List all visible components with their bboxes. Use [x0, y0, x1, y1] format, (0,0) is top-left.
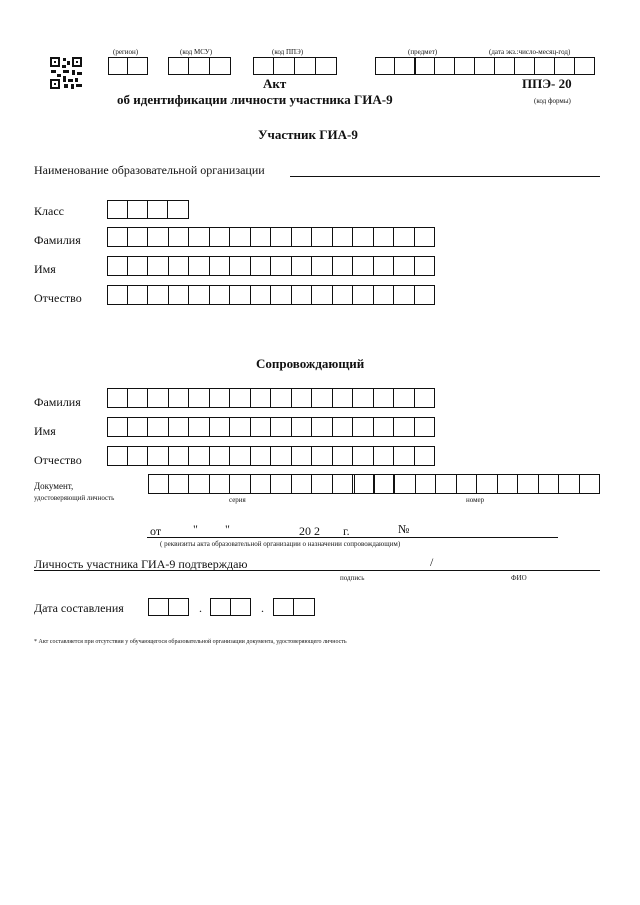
act-title: Акт: [263, 76, 287, 91]
date-label: Дата составления: [34, 601, 124, 615]
region-caption: (регион): [113, 48, 139, 56]
companion-name-label: Имя: [34, 424, 56, 438]
subject-boxes[interactable]: [375, 57, 415, 75]
form-code: ППЭ- 20: [522, 76, 572, 91]
participant-name-boxes[interactable]: [107, 256, 435, 276]
footnote: * Акт составляется при отсутствии у обучающегося образовательной организации документа, удостоверяющего личность: [34, 639, 347, 645]
form-code-caption: (код формы): [534, 97, 571, 105]
date-year-boxes[interactable]: [273, 598, 315, 616]
exam-date-boxes[interactable]: [415, 57, 595, 75]
participant-surname-boxes[interactable]: [107, 227, 435, 247]
date-separator-1: .: [199, 601, 202, 615]
decree-from: от: [150, 524, 162, 538]
date-day-boxes[interactable]: [148, 598, 189, 616]
companion-surname-label: Фамилия: [34, 395, 81, 409]
document-label-line1: Документ,: [34, 481, 74, 491]
ppe-boxes[interactable]: [253, 57, 337, 75]
participant-section-title: Участник ГИА-9: [258, 127, 358, 142]
signature-caption: подпись: [340, 574, 365, 582]
participant-surname-label: Фамилия: [34, 233, 81, 247]
document-number-boxes[interactable]: [354, 474, 600, 494]
companion-name-boxes[interactable]: [107, 417, 435, 437]
exam-date-caption: (дата экз.:число-месяц-год): [489, 48, 571, 56]
region-boxes[interactable]: [108, 57, 148, 75]
companion-surname-boxes[interactable]: [107, 388, 435, 408]
companion-section-title: Сопровождающий: [256, 356, 365, 371]
class-label: Класс: [34, 204, 64, 218]
msu-caption: (код МСУ): [180, 48, 213, 56]
class-boxes[interactable]: [107, 200, 189, 219]
participant-patronymic-boxes[interactable]: [107, 285, 435, 305]
companion-patronymic-label: Отчество: [34, 453, 82, 467]
qr-code: [50, 57, 82, 89]
document-label-line2: удостоверяющий личность: [34, 494, 115, 502]
decree-quote-open: ": [193, 522, 198, 536]
date-month-boxes[interactable]: [210, 598, 251, 616]
date-separator-2: .: [261, 601, 264, 615]
series-caption: серия: [229, 496, 246, 504]
decree-year: 20 2: [299, 524, 320, 538]
decree-year-suffix: г.: [343, 524, 350, 538]
companion-patronymic-boxes[interactable]: [107, 446, 435, 466]
decree-line[interactable]: [147, 537, 558, 538]
confirmation-slash: /: [430, 555, 434, 569]
org-name-line[interactable]: [290, 176, 600, 177]
msu-boxes[interactable]: [168, 57, 231, 75]
participant-patronymic-label: Отчество: [34, 291, 82, 305]
ppe-caption: (код ППЭ): [272, 48, 304, 56]
subject-caption: (предмет): [408, 48, 438, 56]
decree-number-sign: №: [398, 522, 410, 536]
confirmation-text: Личность участника ГИА-9 подтверждаю: [34, 557, 248, 571]
org-name-label: Наименование образовательной организации: [34, 163, 265, 177]
confirmation-signature-line[interactable]: [34, 570, 600, 571]
decree-quote-close: ": [225, 522, 230, 536]
fio-caption: ФИО: [511, 574, 527, 582]
act-subtitle: об идентификации личности участника ГИА-9: [117, 92, 393, 107]
participant-name-label: Имя: [34, 262, 56, 276]
number-caption: номер: [466, 496, 485, 504]
decree-caption: ( реквизиты акта образовательной организации о назначении сопровождающим): [160, 540, 401, 548]
